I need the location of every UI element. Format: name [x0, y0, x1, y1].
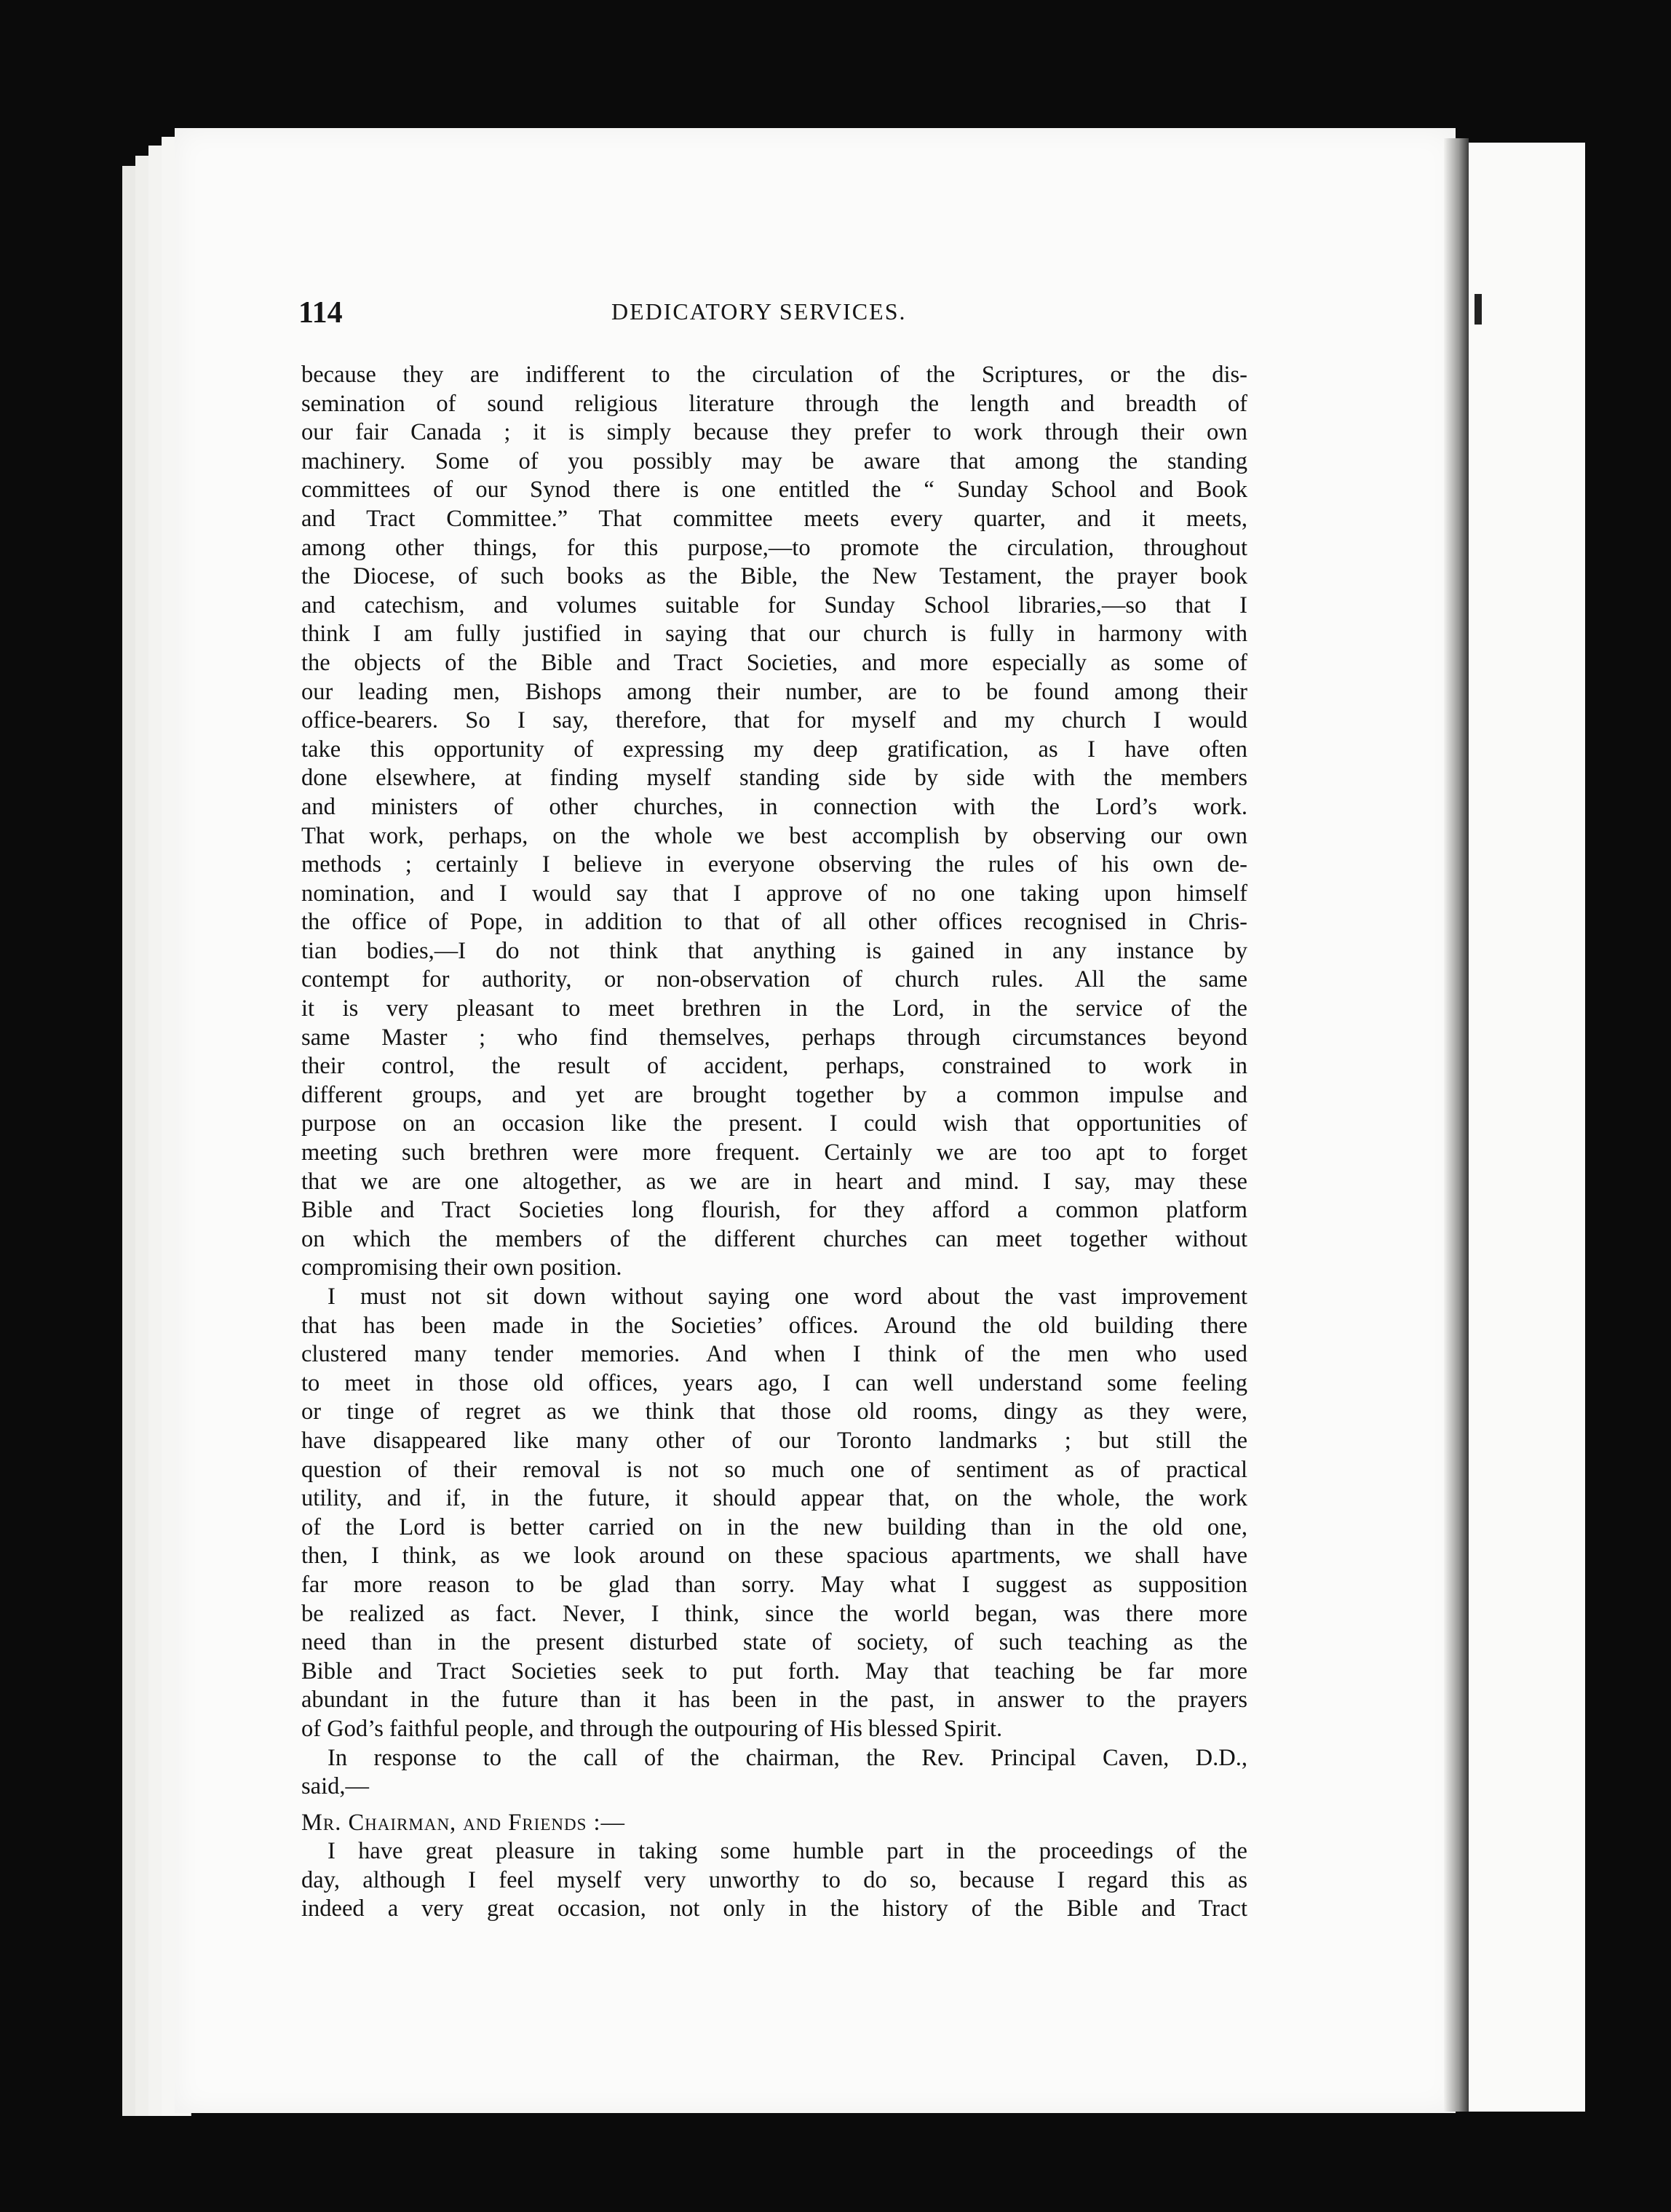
text-line: then, I think, as we look around on these spacious apartments, we shall have: [301, 1543, 1247, 1570]
text-line: semination of sound religious literature through the length and breadth of: [301, 390, 1247, 417]
text-line: said,—: [301, 1773, 369, 1800]
text-line: done elsewhere, at finding myself standing side by side with the members: [301, 765, 1247, 792]
text-line: think I am fully justified in saying that our church is fully in harmony with: [301, 621, 1247, 648]
page-header: [298, 295, 1245, 339]
text-line: our fair Canada ; it is simply because they prefer to work through their own: [301, 419, 1247, 446]
text-line: clustered many tender memories. And when I think of the men who used: [301, 1341, 1247, 1368]
text-line: Bible and Tract Societies long flourish, for they afford a common platform: [301, 1197, 1247, 1224]
text-line: same Master ; who find themselves, perhaps through circumstances beyond: [301, 1024, 1247, 1051]
text-line: the objects of the Bible and Tract Societies, and more especially as some of: [301, 649, 1247, 676]
text-line: our leading men, Bishops among their number, are to be found among their: [301, 678, 1247, 705]
text-line: have disappeared like many other of our Toronto landmarks ; but still the: [301, 1427, 1247, 1454]
text-line: committees of our Synod there is one entitled the “ Sunday School and Book: [301, 477, 1247, 504]
text-line: I have great pleasure in taking some humble part in the proceedings of the: [328, 1838, 1247, 1865]
text-line: meeting such brethren were more frequent. Certainly we are too apt to forget: [301, 1139, 1247, 1166]
text-line: indeed a very great occasion, not only in the history of the Bible and Tract: [301, 1895, 1247, 1922]
text-line: machinery. Some of you possibly may be aware that among the standing: [301, 447, 1247, 474]
body-lines: [301, 361, 1247, 1802]
running-title: DEDICATORY SERVICES.: [611, 298, 907, 325]
text-line: methods ; certainly I believe in everyone observing the rules of his own de-: [301, 851, 1247, 878]
closing-lines: [301, 1837, 1247, 1924]
text-line: tian bodies,—I do not think that anything is gained in any instance by: [301, 937, 1247, 964]
page-number: 114: [298, 296, 343, 330]
page-mark: [1474, 294, 1482, 325]
text-line: and ministers of other churches, in connection with the Lord’s work.: [301, 793, 1247, 820]
text-line: on which the members of the different churches can meet together without: [301, 1225, 1247, 1252]
text-line: contempt for authority, or non-observation of church rules. All the same: [301, 966, 1247, 993]
text-line: the office of Pope, in addition to that of all other offices recognised in Chris-: [301, 909, 1247, 936]
salutation: Mr. Chairman, and Friends :—: [301, 1809, 626, 1836]
text-line: abundant in the future than it has been in the past, in answer to the prayers: [301, 1687, 1247, 1714]
text-line: utility, and if, in the future, it should appear that, on the whole, the work: [301, 1485, 1247, 1512]
text-line: purpose on an occasion like the present. I could wish that opportunities of: [301, 1110, 1247, 1137]
text-line: and Tract Committee.” That committee meets every quarter, and it meets,: [301, 505, 1247, 532]
text-line: and catechism, and volumes suitable for Sunday School libraries,—so that I: [301, 592, 1247, 618]
text-line: day, although I feel myself very unworthy to do so, because I regard this as: [301, 1866, 1247, 1893]
text-line: because they are indifferent to the circulation of the Scriptures, or the dis-: [301, 362, 1247, 388]
text-line: Bible and Tract Societies seek to put forth. May that teaching be far more: [301, 1658, 1247, 1684]
text-line: to meet in those old offices, years ago, I can well understand some feeling: [301, 1369, 1247, 1396]
book-spine: [1444, 138, 1469, 2112]
book-page-right: [1469, 143, 1585, 2112]
text-line: take this opportunity of expressing my deep gratification, as I have often: [301, 736, 1247, 763]
text-line: In response to the call of the chairman, the Rev. Principal Caven, D.D.,: [328, 1744, 1247, 1771]
text-line: of God’s faithful people, and through the outpouring of His blessed Spirit.: [301, 1715, 1003, 1742]
text-line: be realized as fact. Never, I think, since the world began, was there more: [301, 1600, 1247, 1627]
text-line: need than in the present disturbed state of society, of such teaching as the: [301, 1629, 1247, 1656]
text-line: that has been made in the Societies’ offices. Around the old building there: [301, 1312, 1247, 1339]
text-line: compromising their own position.: [301, 1254, 622, 1281]
text-line: their control, the result of accident, perhaps, constrained to work in: [301, 1053, 1247, 1080]
body-text: [301, 361, 1247, 1924]
text-line: among other things, for this purpose,—to promote the circulation, throughout: [301, 534, 1247, 561]
text-line: far more reason to be glad than sorry. May what I suggest as supposition: [301, 1571, 1247, 1598]
text-line: different groups, and yet are brought together by a common impulse and: [301, 1081, 1247, 1108]
text-line: of the Lord is better carried on in the new building than in the old one,: [301, 1513, 1247, 1540]
text-line: I must not sit down without saying one word about the vast improvement: [328, 1284, 1247, 1310]
text-line: question of their removal is not so much one of sentiment as of practical: [301, 1456, 1247, 1483]
text-line: office-bearers. So I say, therefore, that for myself and my church I would: [301, 707, 1247, 734]
text-line: it is very pleasant to meet brethren in the Lord, in the service of the: [301, 995, 1247, 1022]
text-line: that we are one altogether, as we are in heart and mind. I say, may these: [301, 1168, 1247, 1195]
text-line: nomination, and I would say that I approve of no one taking upon himself: [301, 880, 1247, 907]
text-line: or tinge of regret as we think that those old rooms, dingy as they were,: [301, 1399, 1247, 1425]
text-line: the Diocese, of such books as the Bible, the New Testament, the prayer book: [301, 563, 1247, 590]
text-line: That work, perhaps, on the whole we best accomplish by observing our own: [301, 822, 1247, 849]
